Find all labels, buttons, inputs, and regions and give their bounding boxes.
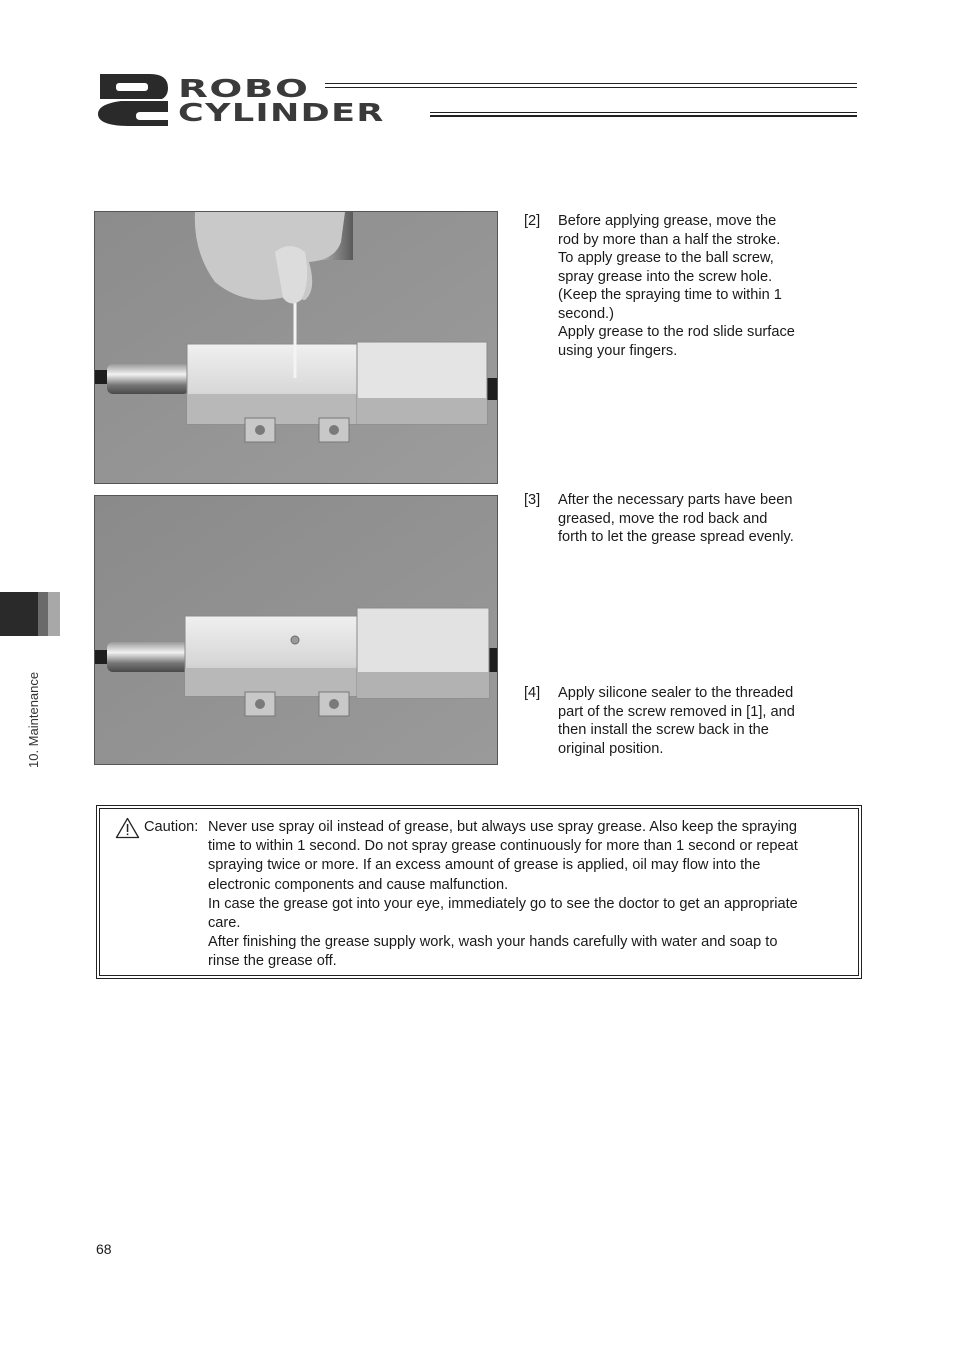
step-number: [3] [524, 492, 541, 508]
step-line: To apply grease to the ball screw, [558, 250, 774, 266]
step-line: Apply grease to the rod slide surface [558, 324, 795, 340]
caution-box [96, 805, 862, 979]
step-line: using your fingers. [558, 342, 678, 359]
step-line: then install the screw back in the [558, 722, 769, 738]
section-tab-marker-light [48, 592, 60, 636]
caution-line: electronic components and cause malfunction. [208, 876, 509, 893]
section-tab-marker [0, 592, 38, 636]
step-line: Apply silicone sealer to the threaded [558, 685, 794, 701]
caution-line: spraying twice or more. If an excess amount of grease is applied, oil may flow into the [208, 857, 761, 874]
logo-word-cylinder: CYLINDER [178, 98, 385, 127]
step-line: (Keep the spraying time to within 1 [558, 287, 782, 303]
rc-logo-icon [96, 72, 176, 128]
caution-inner-frame [99, 808, 859, 976]
warning-triangle-icon [115, 817, 140, 839]
section-tab-marker-mid [38, 592, 48, 636]
step-line: part of the screw removed in [1], and [558, 703, 795, 720]
caution-line: In case the grease got into your eye, immediately go to see the doctor to get an appropriate [208, 895, 798, 912]
caution-line: time to within 1 second. Do not spray grease continuously for more than 1 second or repeat [208, 838, 798, 855]
logo-word-robo: ROBO [178, 74, 310, 103]
caution-line: rinse the grease off. [208, 953, 337, 970]
caution-label: Caution: [144, 819, 199, 835]
caution-line: care. [208, 915, 241, 932]
photo-spraying-grease [94, 211, 498, 484]
header-rule-top-1 [325, 83, 857, 84]
section-label: 10. Maintenance [26, 671, 41, 768]
header-rule-top-2 [325, 87, 857, 88]
step-line: forth to let the grease spread evenly. [558, 529, 794, 545]
header-rule-bottom-2 [430, 115, 857, 117]
step-line: rod by more than a half the stroke. [558, 231, 781, 248]
robo-cylinder-logo [96, 72, 858, 128]
step-line: Before applying grease, move the [558, 213, 777, 229]
step-text [558, 491, 858, 547]
step-number: [4] [524, 685, 541, 701]
step-text [558, 684, 858, 758]
caution-text [208, 818, 858, 972]
step-line: greased, move the rod back and [558, 510, 768, 527]
header-rule-bottom-1 [430, 112, 857, 113]
step-line: original position. [558, 740, 664, 757]
caution-line: Never use spray oil instead of grease, but always use spray grease. Also keep the spraying [208, 819, 797, 835]
caution-line: After finishing the grease supply work, wash your hands carefully with water and soap to [208, 934, 778, 951]
step-text [558, 212, 858, 360]
page-number: 68 [96, 1241, 112, 1257]
step-line: After the necessary parts have been [558, 492, 793, 508]
step-line: spray grease into the screw hole. [558, 268, 773, 285]
step-line: second.) [558, 305, 614, 322]
step-number: [2] [524, 213, 541, 229]
photo-greased-actuator [94, 495, 498, 765]
